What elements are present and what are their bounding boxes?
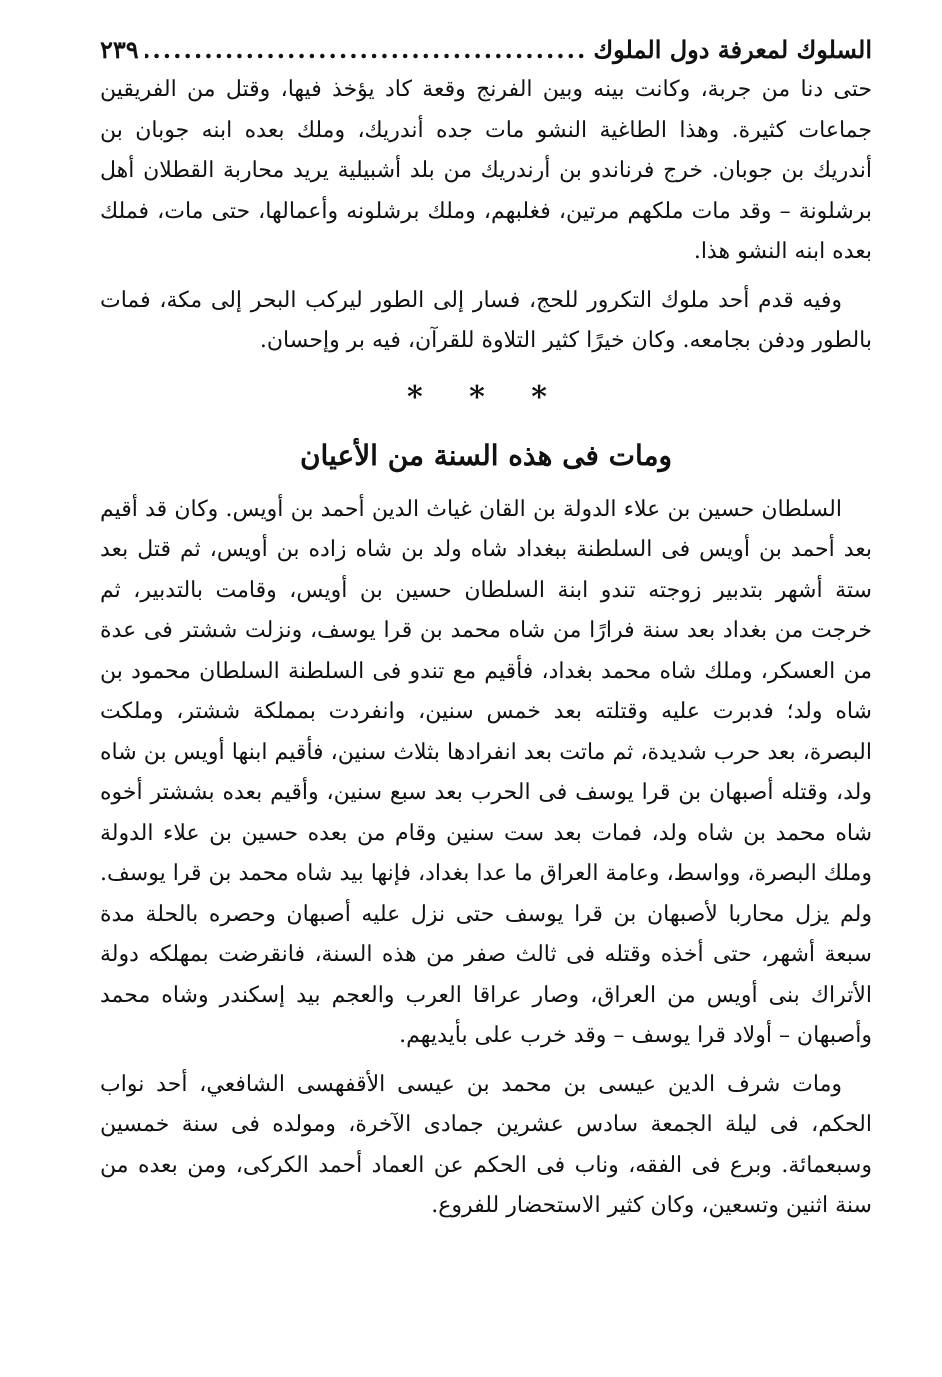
section-title: ومات فى هذه السنة من الأعيان — [299, 438, 673, 472]
obituary-paragraph-2: ومات شرف الدين عيسى بن محمد بن عيسى الأقفهسى الشافعي، أحد نواب الحكم، فى ليلة الجمعة سادس عشرين جمادى الآخرة، ومولده فى سنة خمسين وسبعمائة. وبرع فى الفقه، وناب فى الحكم عن العماد أحمد الكركى، ومن بعده من سنة اثنين وتسعين، وكان كثير الاستحضار للفروع. — [100, 1071, 872, 1218]
leader-dots — [145, 30, 588, 70]
section-separator: * * * — [407, 379, 565, 415]
paragraph-gap — [100, 1057, 872, 1065]
book-page — [100, 30, 872, 1350]
paragraph-2: وفيه قدم أحد ملوك التكرور للحج، فسار إلى الطور ليركب البحر إلى مكة، فمات بالطور ودفن بجامعه. وكان خيرًا كثير التلاوة للقرآن، فيه بر وإحسان. — [100, 287, 872, 353]
paragraph-1: حتى دنا من جربة، وكانت بينه وبين الفرنج وقعة كاد يؤخذ فيها، وقتل من الفريقين جماعات كثيرة. وهذا الطاغية النشو مات جده أندريك، وملك بعده ابنه جوبان بن أندريك بن جوبان. خرج فرناندو بن أرندريك من بلد أشبيلية يريد محاربة القطلان أهل برشلونة – وقد مات ملكهم مرتين، فغلبهم، وملك برشلونه وأعمالها، حتى مات، فملك بعده ابنه النشو هذا. — [100, 77, 872, 264]
page-header — [100, 30, 872, 70]
paragraph-gap — [100, 273, 872, 281]
page-number: ٢٣٩ — [100, 35, 139, 64]
obituary-paragraph-1: السلطان حسين بن علاء الدولة بن القان غياث الدين أحمد بن أويس. وكان قد أقيم بعد أحمد بن أويس فى السلطنة ببغداد شاه ولد بن شاه زاده بن أويس، ثم قتل بعد ستة أشهر بتدبير زوجته تندو ابنة السلطان حسين بن أويس، وقامت بالتدبير، ثم خرجت من بغداد بعد سنة فرارًا من شاه محمد بن قرا يوسف، ونزلت ششتر فى عدة من العسكر، وملك شاه محمد بغداد، فأقيم مع تندو فى السلطنة السلطان محمود بن شاه ولد؛ فدبرت عليه وقتلته بعد خمس سنين، وانفردت بمملكة ششتر، وملكت البصرة، بعد حرب شديدة، ثم ماتت بعد انفرادها بثلاث سنين، فأقيم ابنها أويس بن شاه ولد، وقتله أصبهان بن قرا يوسف فى الحرب بعد سبع سنين، وأقيم بعده بششتر أخوه شاه محمد بن شاه ولد، فمات بعد ست سنين وقام من بعده حسين بن علاء الدولة وملك البصرة، وواسط، وعامة العراق ما عدا بغداد، فإنها بيد شاه محمد بن قرا يوسف. ولم يزل محاربا لأصبهان بن قرا يوسف حتى نزل عليه أصبهان وحصره بالحلة مدة سبعة أشهر، حتى أخذه وقتله فى ثالث صفر من هذه السنة، فانقرضت بمهلكه دولة الأتراك بنى أويس من العراق، وصار عراقا العرب والعجم بيد إسكندر وشاه محمد وأصبهان – أولاد قرا يوسف – وقد خرب على بأيديهم. — [100, 496, 872, 1048]
running-title: السلوك لمعرفة دول الملوك — [593, 35, 872, 64]
